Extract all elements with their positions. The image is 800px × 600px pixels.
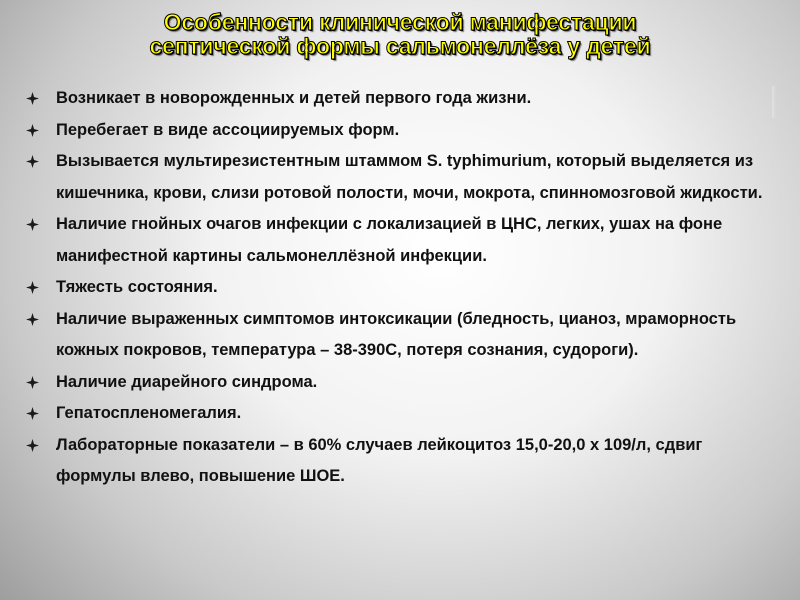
bullet-text: Вызывается мультирезистентным штаммом S. typhimurium, который выделяется из кишечника, крови, слизи ротовой полости, мочи, мокрота, спинномозговой жидкости.	[56, 152, 763, 202]
bullet-text: Возникает в новорожденных и детей первого года жизни.	[56, 89, 532, 107]
diamond-star-bullet-icon	[24, 209, 40, 241]
diamond-star-bullet-icon	[24, 115, 40, 147]
diamond-star-bullet-icon	[24, 146, 40, 178]
list-item	[24, 115, 764, 147]
bullet-text: Перебегает в виде ассоциируемых форм.	[56, 120, 400, 139]
slide-title-line-1: Особенности клинической манифестации	[163, 9, 637, 35]
list-item	[24, 430, 764, 493]
bullet-text: Наличие диарейного синдрома.	[56, 372, 318, 391]
list-item	[24, 398, 764, 430]
bullet-text: Наличие выраженных симптомов интоксикации (бледность, цианоз, мраморность кожных покровов, температура – 38-390С, потеря сознания, судороги).	[56, 309, 737, 359]
diamond-star-bullet-icon	[24, 430, 40, 462]
slide-title-line-2: септической формы сальмонеллёза у детей	[149, 33, 651, 59]
bullet-text: Лабораторные показатели – в 60% случаев лейкоцитоз 15,0-20,0 х 109/л, сдвиг формулы влево, повышение ШОЕ.	[56, 435, 703, 485]
decorative-shade	[772, 86, 776, 118]
diamond-star-bullet-icon	[24, 304, 40, 336]
bullet-text: Тяжесть состояния.	[56, 278, 218, 296]
bullet-list	[24, 83, 764, 493]
bullet-text: Гепатоспленомегалия.	[56, 404, 242, 422]
slide-title	[0, 10, 800, 58]
list-item	[24, 146, 764, 209]
list-item	[24, 367, 764, 399]
diamond-star-bullet-icon	[24, 367, 40, 399]
list-item	[24, 209, 764, 272]
list-item	[24, 272, 764, 304]
diamond-star-bullet-icon	[24, 83, 40, 115]
bullet-text: Наличие гнойных очагов инфекции с локализацией в ЦНС, легких, ушах на фоне манифестной картины сальмонеллёзной инфекции.	[56, 215, 723, 265]
diamond-star-bullet-icon	[24, 398, 40, 430]
list-item	[24, 83, 764, 115]
list-item	[24, 304, 764, 367]
diamond-star-bullet-icon	[24, 272, 40, 304]
